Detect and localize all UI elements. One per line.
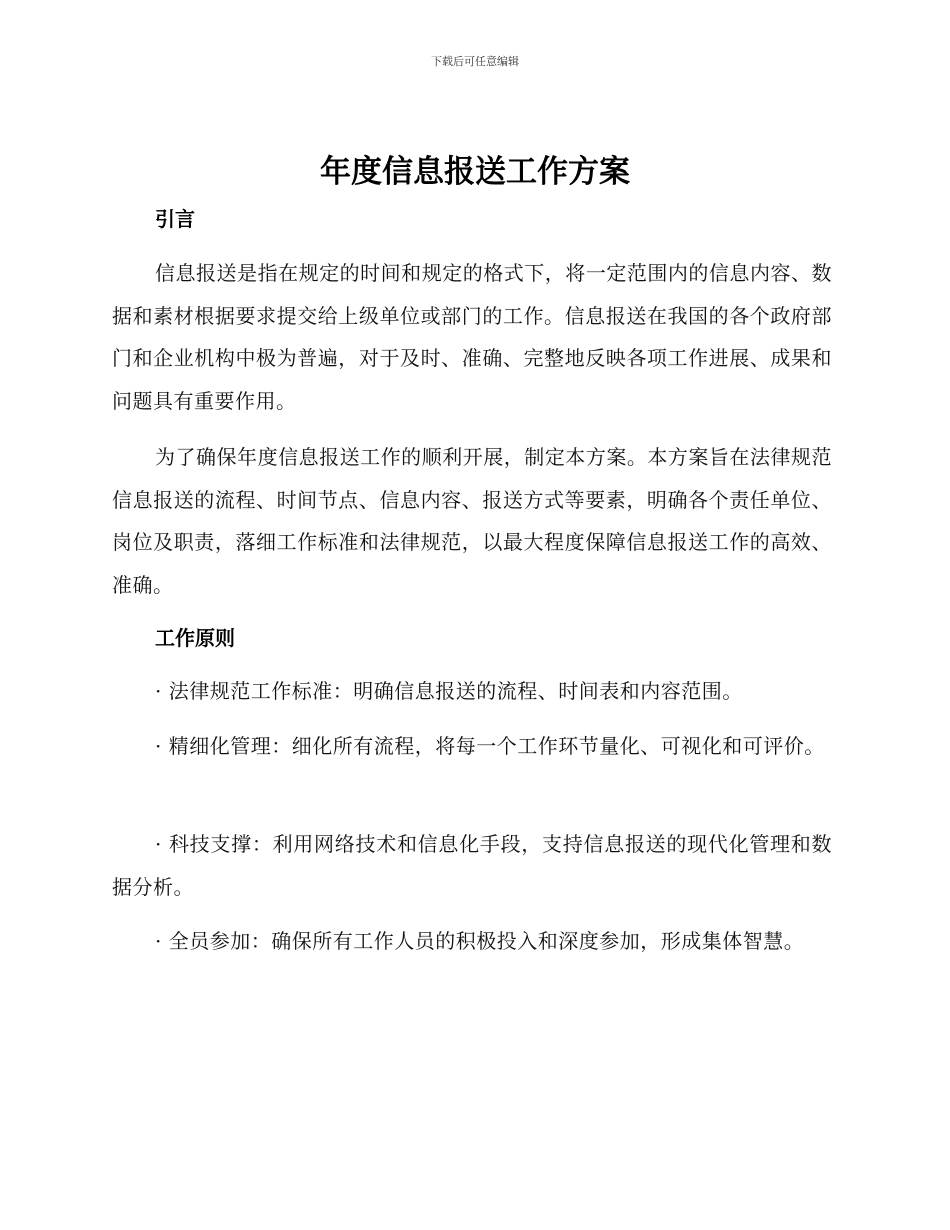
- intro-paragraph-2: 为了确保年度信息报送工作的顺利开展，制定本方案。本方案旨在法律规范信息报送的流程、时间节点、信息内容、报送方式等要素，明确各个责任单位、岗位及职责，落细工作标准和法律规范，以最大程度保障信息报送工作的高效、准确。: [112, 445, 832, 597]
- header-note: 下载后可任意编辑: [431, 55, 519, 68]
- principle-item-legal: · 法律规范工作标准：明确信息报送的流程、时间表和内容范围。: [155, 679, 743, 703]
- principle-item-technology: · 科技支撑：利用网络技术和信息化手段，支持信息报送的现代化管理和数据分析。: [112, 832, 832, 899]
- principle-item-participation: · 全员参加：确保所有工作人员的积极投入和深度参加，形成集体智慧。: [155, 929, 805, 953]
- section-heading-intro: 引言: [155, 207, 195, 231]
- principle-item-management: · 精细化管理：细化所有流程，将每一个工作环节量化、可视化和可评价。: [155, 734, 825, 758]
- intro-paragraph-1: 信息报送是指在规定的时间和规定的格式下，将一定范围内的信息内容、数据和素材根据要求提交给上级单位或部门的工作。信息报送在我国的各个政府部门和企业机构中极为普遍，对于及时、准确、完整地反映各项工作进展、成果和问题具有重要作用。: [112, 261, 832, 413]
- section-heading-principles: 工作原则: [155, 626, 235, 650]
- document-title: 年度信息报送工作方案: [320, 154, 630, 190]
